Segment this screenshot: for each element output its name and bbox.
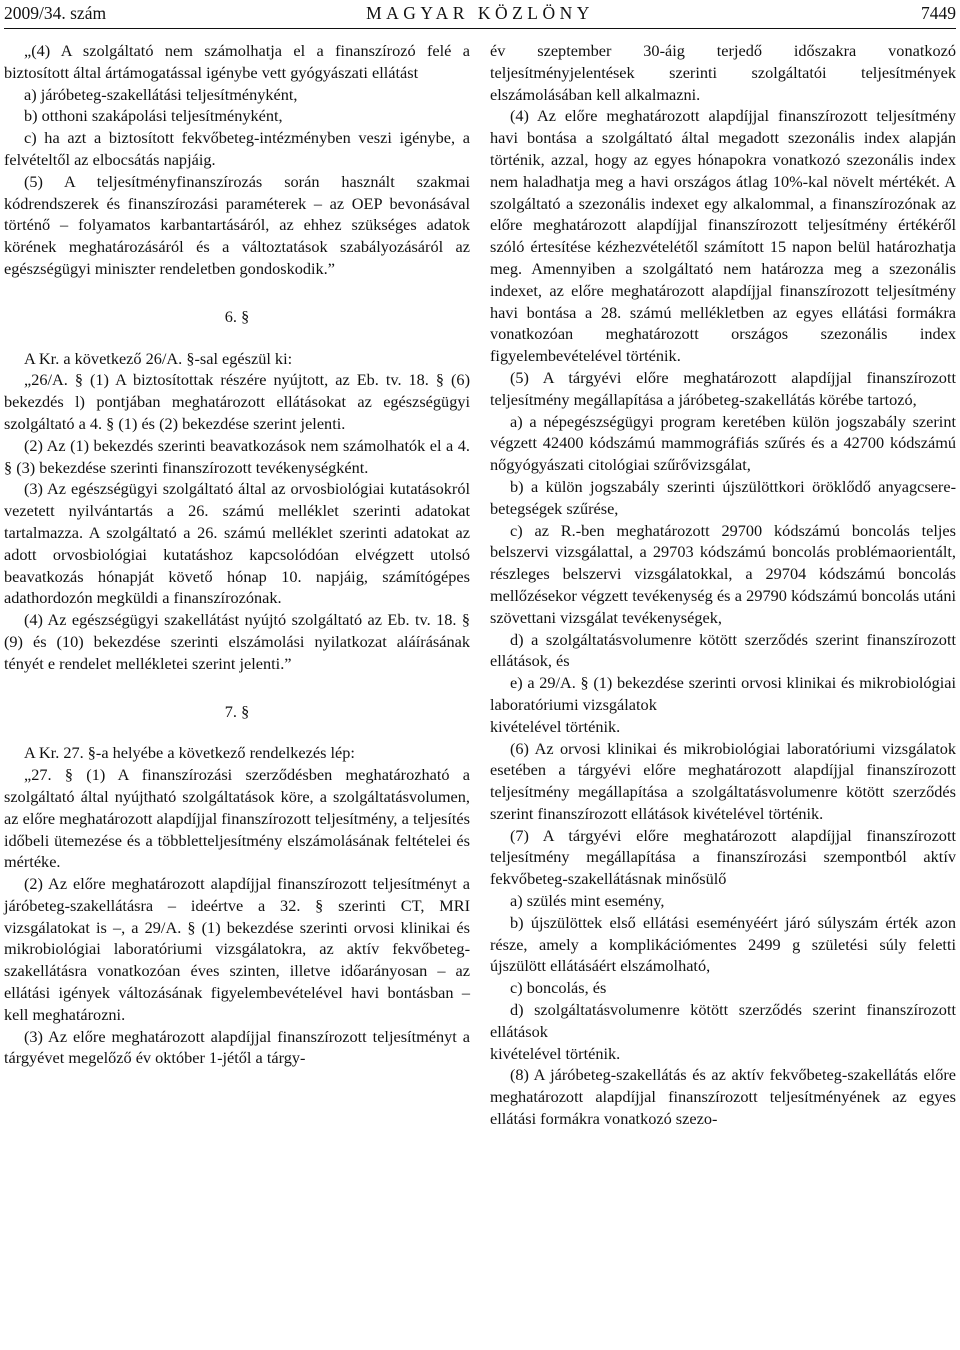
paragraph: (3) Az egészségügyi szolgáltató által az orvosbiológiai kutatásokról vezetett nyilvántartás a 26. számú melléklet szerinti adatokat tartalmazza. A szolgáltató a 26. számú melléklet szerinti adatokat az adott orvosbiológiai kutatáshoz kapcsolódóan elvégzett utolsó beavatkozás hónapját követő hónap 10. napjáig, számítógépes adathordozón megküldi a finanszírozónak. <box>4 479 470 608</box>
paragraph: (2) Az előre meghatározott alapdíjjal finanszírozott teljesítményt a járóbeteg-szakellátásra – ideértve a 32. § szerinti CT, MRI vizsgálatokat is –, a 29/A. § (1) bekezdése szerinti orvosi klinikai és mikrobiológiai laboratóriumi vizsgálatokra, az aktív fekvőbeteg-szakellátásra vonatkozóan éves szinten, illetve időarányosan – az ellátási igények változásának figyelembevételével havi bontásban – kell meghatározni. <box>4 874 470 1024</box>
publication-title: MAGYAR KÖZLÖNY <box>366 3 594 23</box>
paragraph: (4) Az előre meghatározott alapdíjjal finanszírozott teljesítmény havi bontása a szolgáltató által megadott szezonális index alapján történik, azzal, hogy az egyes hónapokra vonatkozó szezonális index nem haladhatja meg a havi országos átlag 10%-kal növelt mértékét. A szolgáltató a szezonális indexet egy alkalommal, a finanszírozónak az előre meghatározott alapdíjjal finanszírozott teljesítmény értékéről szóló értesítése kézhezvételétől számított 15 napon belül határozhatja meg. Amennyiben a szolgáltató nem határozza meg a szezonális indexet, az előre meghatározott alapdíjjal finanszírozott teljesítmény havi bontása a 28. számú mellékletben az egyes ellátási formákra vonatkozóan meghatározott országos szezonális index figyelembevételével történik. <box>490 106 956 366</box>
list-item: c) az R.-ben meghatározott 29700 kódszámú boncolás teljes belszervi vizsgálattal, a 29703 kódszámú boncolás problémaorientált, részleges belszervi vizsgálatokkal, a 29704 kódszámú boncolás mellőzésekor végzett tevékenység és a 29790 kódszámú boncolás utáni szövettani vizsgálat tevékenységek, <box>490 520 956 627</box>
section-heading: 6. § <box>224 306 250 326</box>
list-item: e) a 29/A. § (1) bekezdése szerinti orvosi klinikai és mikrobiológiai laboratóriumi vizsgálatok <box>490 673 956 714</box>
paragraph: A Kr. a következő 26/A. §-sal egészül ki: <box>24 348 293 368</box>
list-item: b) újszülöttek első ellátási eseményéért járó súlyszám érték azon része, amely a komplikációmentes 2499 g születési súly feletti újszülött ellátásáért elszámolható, <box>490 912 956 976</box>
paragraph: „(4) A szolgáltató nem számolhatja el a finanszírozó felé a biztosított által ártámogatással igénybe vett gyógyászati ellátást <box>4 41 470 82</box>
list-item: b) otthoni szakápolási teljesítményként, <box>24 106 283 126</box>
page-number: 7449 <box>921 3 956 23</box>
section-heading: 7. § <box>224 701 250 721</box>
paragraph: (4) Az egészségügyi szakellátást nyújtó szolgáltató az Eb. tv. 18. § (9) és (10) bekezdése szerinti elszámolási nyilatkozat aláírásának tényét e rendelet mellékletei szerint jelenti.” <box>4 610 470 673</box>
paragraph: „26/A. § (1) A biztosítottak részére nyújtott, az Eb. tv. 18. § (6) bekezdés l) pontjában meghatározott ellátásokat az egészségügyi szolgáltató a 4. § (1) és (2) bekezdése szerint jelenti. <box>4 370 470 433</box>
paragraph: (5) A teljesítményfinanszírozás során használt szakmai kódrendszerek és finanszírozási paraméterek – az OEP bevonásával történő – folyamatos karbantartásáról, az ehhez szükséges adatok körének meghatározásáról és a változtatások szabályozásáról az egészségügyi miniszter rendeletben gondoskodik.” <box>4 171 470 278</box>
paragraph: (7) A tárgyévi előre meghatározott alapdíjjal finanszírozott teljesítmény megállapítása a finanszírozási szempontból aktív fekvőbeteg-szakellátásnak minősülő <box>490 825 956 889</box>
paragraph: (6) Az orvosi klinikai és mikrobiológiai laboratóriumi vizsgálatok esetében a tárgyévi előre meghatározott alapdíjjal finanszírozott teljesítmény megállapítása a szolgáltatásvolumenre kötött szerződés szerint finanszírozott ellátások kivételével történik. <box>490 738 956 823</box>
list-item: a) a népegészségügyi program keretében külön jogszabály szerint végzett 42400 kódszámú mammográfiás szűrés és a 42700 kódszámú nőgyógyászati citológiai szűrővizsgálat, <box>490 411 956 475</box>
issue-number: 2009/34. szám <box>4 3 107 23</box>
header-rule <box>4 28 956 29</box>
paragraph: (8) A járóbeteg-szakellátás és az aktív fekvőbeteg-szakellátás előre meghatározott alapdíjjal finanszírozott teljesítményének az egyes ellátási formákra vonatkozó szezo- <box>490 1065 956 1129</box>
left-column <box>4 40 470 1069</box>
list-item: d) a szolgáltatásvolumenre kötött szerződés szerint finanszírozott ellátások, és <box>490 629 956 671</box>
paragraph: év szeptember 30-áig terjedő időszakra vonatkozó teljesítményjelentések szerinti szolgáltatói teljesítmények elszámolásában kell alkalmazni. <box>490 41 956 104</box>
list-item: b) a külön jogszabály szerinti újszülöttkori öröklődő anyagcsere-betegségek szűrése, <box>490 476 956 518</box>
list-item: d) szolgáltatásvolumenre kötött szerződés szerint finanszírozott ellátások <box>490 1000 956 1041</box>
paragraph: (5) A tárgyévi előre meghatározott alapdíjjal finanszírozott teljesítmény megállapítása a járóbeteg-szakellátás körébe tartozó, <box>490 367 956 409</box>
list-item: c) ha azt a biztosított fekvőbeteg-intézményben veszi igénybe, a felvételtől az elbocsátás napjáig. <box>4 128 470 169</box>
list-item: c) boncolás, és <box>510 978 607 998</box>
paragraph: „27. § (1) A finanszírozási szerződésben meghatározható a szolgáltató által nyújtható szolgáltatások köre, a szolgáltatásvolumen, az előre meghatározott alapdíjjal finanszírozott teljesítmény, a teljesítés időbeli ütemezése és a többletteljesítmény elszámolásának feltételei és mértéke. <box>4 765 470 872</box>
list-item: a) szülés mint esemény, <box>510 891 665 911</box>
paragraph: (3) Az előre meghatározott alapdíjjal finanszírozott teljesítményt a tárgyévet megelőző év október 1-jétől a tárgy- <box>4 1026 470 1068</box>
paragraph: A Kr. 27. §-a helyébe a következő rendelkezés lép: <box>24 743 355 763</box>
page-header <box>4 2 956 26</box>
paragraph: (2) Az (1) bekezdés szerinti beavatkozások nem számolhatók el a 4. § (3) bekezdése szerinti finanszírozott tevékenységként. <box>4 435 470 477</box>
paragraph: kivételével történik. <box>490 716 621 736</box>
list-item: a) járóbeteg-szakellátási teljesítményként, <box>24 84 298 104</box>
right-column <box>490 40 956 1130</box>
paragraph: kivételével történik. <box>490 1043 621 1063</box>
